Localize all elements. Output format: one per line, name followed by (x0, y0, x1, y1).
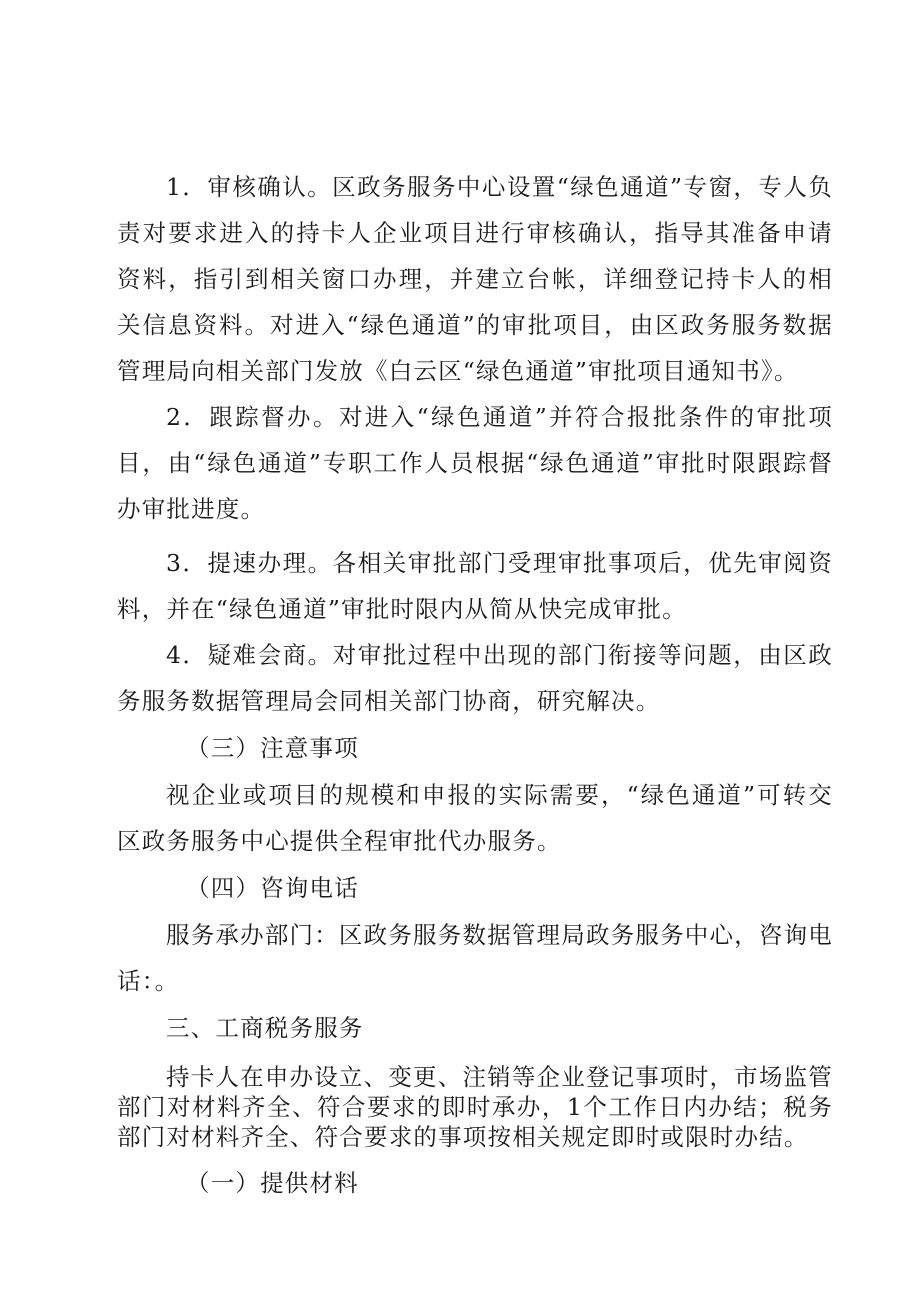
section-body-hotline: 服务承办部门：区政务服务数据管理局政务服务中心，咨询电话：。 (117, 921, 833, 995)
part-heading-business-tax: 三、工商税务服务 (166, 1014, 364, 1042)
part-body-business-tax: 持卡人在申办设立、变更、注销等企业登记事项时，市场监管部门对材料齐全、符合要求的即时承办，1个工作日内办结；税务部门对材料齐全、符合要求的事项按相关规定即时或限时办结。 (117, 1063, 833, 1151)
item-review-confirm: 1．审核确认。区政务服务中心设置“绿色通道”专窗，专人负责对要求进入的持卡人企业项目进行审核确认，指导其准备申请资料，指引到相关窗口办理，并建立台帐，详细登记持卡人的相关信息资料。对进入“绿色通道”的审批项目，由区政务服务数据管理局向相关部门发放《白云区“绿色通道”审批项目通知书》。 (117, 173, 833, 385)
section-heading-hotline: （四）咨询电话 (186, 874, 359, 902)
item-difficult-consultation: 4．疑难会商。对审批过程中出现的部门衔接等问题，由区政务服务数据管理局会同相关部门协商，研究解决。 (117, 641, 833, 715)
subsection-heading-materials: （一）提供材料 (186, 1169, 359, 1197)
item-speedy-processing: 3．提速办理。各相关审批部门受理审批事项后，优先审阅资料，并在“绿色通道”审批时限内从简从快完成审批。 (117, 549, 833, 623)
section-heading-notes: （三）注意事项 (186, 734, 359, 762)
item-tracking-supervision: 2．跟踪督办。对进入“绿色通道”并符合报批条件的审批项目，由“绿色通道”专职工作人员根据“绿色通道”审批时限跟踪督办审批进度。 (117, 403, 833, 523)
section-body-notes: 视企业或项目的规模和申报的实际需要，“绿色通道”可转交区政务服务中心提供全程审批代办服务。 (117, 781, 833, 855)
